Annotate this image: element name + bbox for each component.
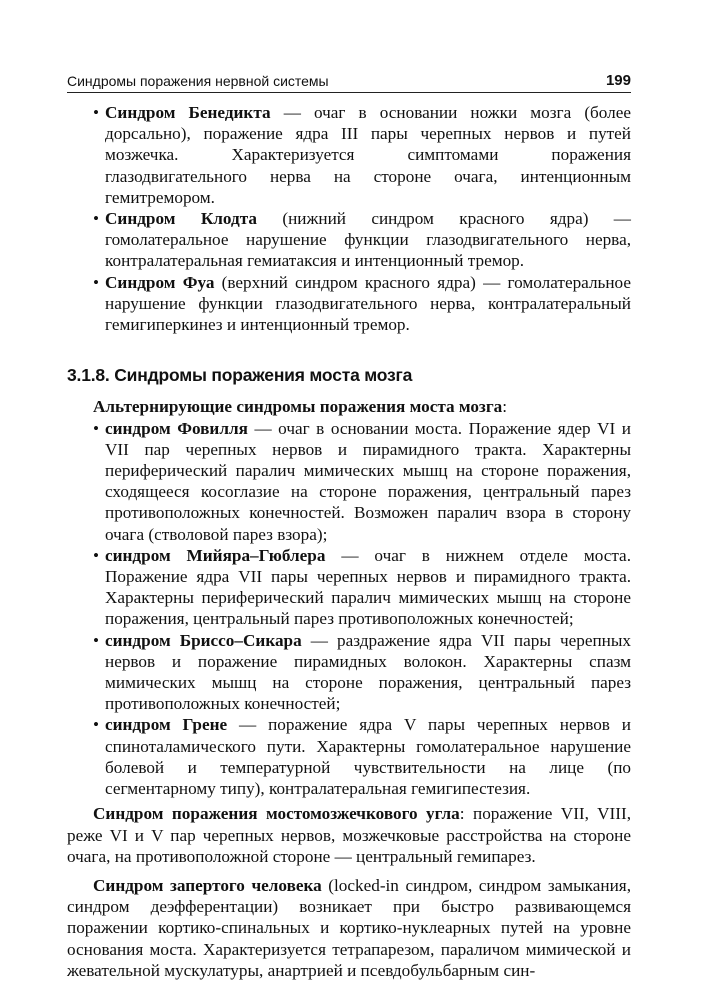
list-item [67,418,631,545]
list-item [67,272,631,336]
bullet-icon: • [93,545,100,565]
syndrome-name: Синдром Фуа [105,272,215,292]
syndrome-name: синдром Мийяра–Гюблера [105,545,326,565]
bullet-icon: • [93,103,100,122]
bullet-icon: • [93,272,100,292]
running-header-title: Синдромы поражения нервной системы [67,73,329,89]
syndrome-name: синдром Бриссо–Сикара [105,630,302,650]
section-heading: 3.1.8. Синдромы поражения моста мозга [67,365,413,386]
syndrome-name: Синдром Клодта [105,209,257,229]
running-header [67,67,631,93]
syndrome-name: синдром Грене [105,715,228,735]
subheading-bold: Альтернирующие синдромы поражения моста мозга [93,397,503,417]
bullet-icon: • [93,630,100,650]
list-item [67,714,631,799]
syndrome-list-pons [67,418,631,800]
bullet-icon: • [93,418,100,438]
syndrome-description: — очаг в основании ножки мозга (более дорсально), поражение ядра III пары черепных нервов и путей мозжечка. Характеризуется симптомами поражения глазодвигательного нерва на стороне очага, интенционным гемитремором. [105,103,631,207]
page-body [67,102,631,989]
list-item [67,630,631,715]
syndrome-name: синдром Фовилля [105,418,248,438]
bullet-icon: • [93,209,100,229]
list-item [67,102,631,208]
syndrome-description: (нижний синдром красного ядра) — гомолатеральное нарушение функции глазодвигательного нерва, контралатеральная гемиатаксия и интенционный тремор. [105,209,631,271]
list-item [67,545,631,630]
subheading [67,396,631,417]
syndrome-name: Синдром Бенедикта [105,103,271,122]
paragraph-text: (locked-in синдром, синдром замыкания, синдром деэфферентации) возникает при быстро развивающемся поражении кортико-спинальных и кортико-нуклеарных путей на уровне основания моста. Характеризуется тетрапарезом, параличом мимической и жевательной мускулатуры, анартрией и псевдобульбарным син- [67,875,631,980]
bullet-icon: • [93,715,100,735]
paragraph-lead: Синдром поражения мостомозжечкового угла [93,804,460,824]
syndrome-description: — очаг в основании моста. Поражение ядер VI и VII пар черепных нервов и пирамидного тракта. Характерны периферический паралич мимических мышц на стороне поражения, сходящееся косоглазие на стороне поражения, центральный парез противоположных конечностей. Возможен паралич взора в сторону очага (стволовой парез взора); [105,418,631,544]
paragraph-cerebellopontine-angle [67,803,631,867]
page-number: 199 [605,72,631,89]
paragraph-text: : поражение VII, VIII, реже VI и V пар черепных нервов, мозжечковые расстройства на стороне очага, на противоположной стороне — центральный гемипарез. [67,804,631,866]
syndrome-description: — очаг в нижнем отделе моста. Поражение ядра VII пары черепных нервов и пирамидного тракта. Характерны периферический паралич мимических мышц на стороне поражения, центральный парез противоположных конечностей; [105,545,631,629]
syndrome-description: — поражение ядра V пары черепных нервов и спиноталамического пути. Характерны гомолатеральное нарушение болевой и температурной чувствительности на лице (по сегментарному типу), контралатеральная гемигипестезия. [105,715,631,799]
syndrome-list-midbrain [67,102,631,335]
syndrome-description: (верхний синдром красного ядра) — гомолатеральное нарушение функции глазодвигательного нерва, контралатеральный гемигиперкинез и интенционный тремор. [105,272,631,335]
syndrome-description: — раздражение ядра VII пары черепных нервов и поражение пирамидных волокон. Характерны спазм мимических мышц на стороне поражения, центральный парез противоположных конечностей; [105,630,631,714]
list-item [67,208,631,272]
paragraph-locked-in [67,875,631,981]
paragraph-lead: Синдром запертого человека [93,875,322,895]
subheading-tail: : [502,397,508,417]
